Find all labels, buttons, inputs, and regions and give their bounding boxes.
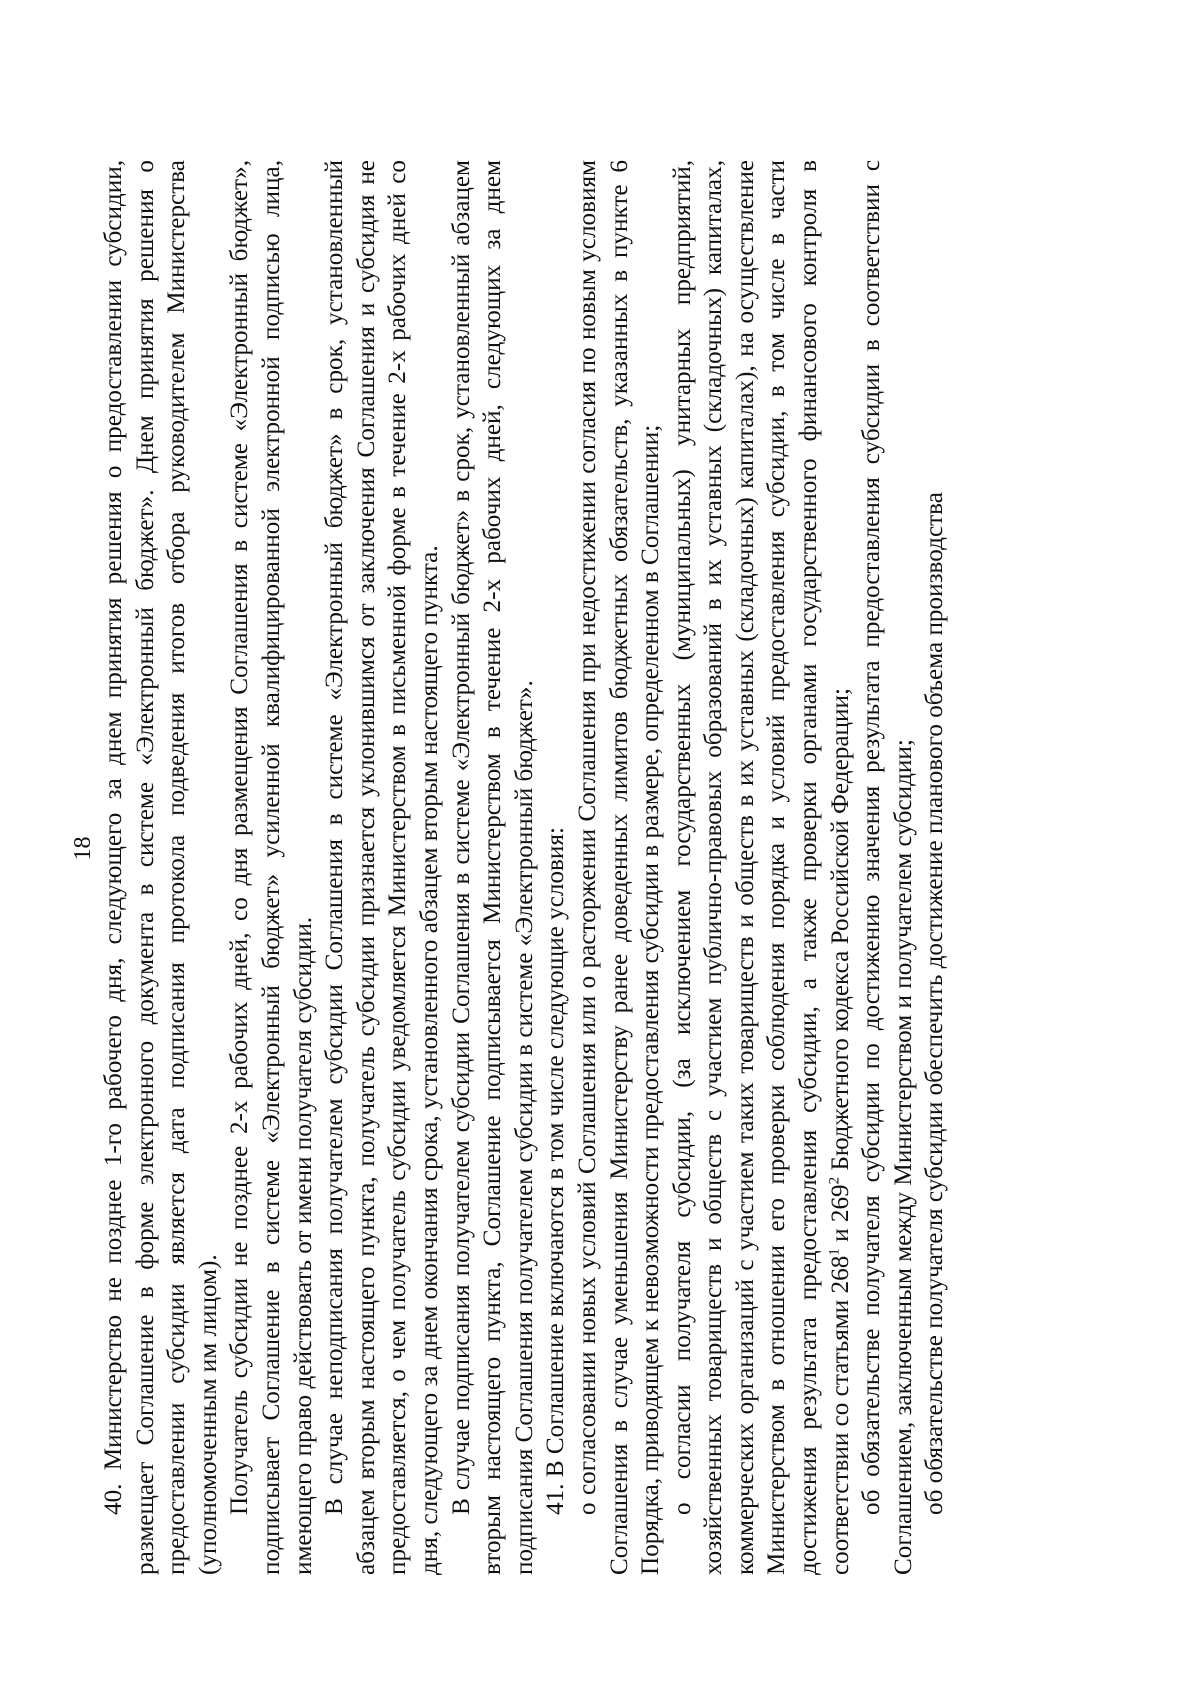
paragraph-40: 40. Министерство не позднее 1-го рабочего дня, следующего за днем принятия решения о предоставлении субсидии, размещает Соглашение в форме электронного документа в системе «Электронный бюджет». Днем принятия решения о предоставлении субсидии является дата подписания протокола подведения итогов отбора руководителем Министерства (уполномоченным им лицом). [100,160,222,1575]
consent-text: о согласии получателя субсидии, (за исключением государственных (муниципальных) унитарных предприятий, хозяйственных товариществ и обществ с участием публично-правовых образований в их уставных (складочных) капиталах, коммерческих организаций с участием таких товариществ и обществ в их уставных (складочных) капиталах), на осуществление Министерством в отношении его проверки соблюдения порядка и условий предоставления субсидии, в том числе в части достижения результата предоставления субсидии, а также проверки органами государственного финансового контроля в соответствии со статьями 268 [668,160,854,1575]
superscript-1: 1 [826,1248,843,1256]
consent-mid: и 269 [826,1184,854,1249]
document-body [98,160,951,1575]
page-number: 18 [70,836,96,861]
paragraph-40-signing: Получатель субсидии не позднее 2-х рабочих дней, со дня размещения Соглашения в системе «Электронный бюджет», подписывает Соглашение в системе «Электронный бюджет» усиленной квалифицированной электронной подписью лица, имеющего право действовать от имени получателя субсидии. [226,160,317,1575]
paragraph-41: 41. В Соглашение включаются в том числе следующие условия: [542,827,570,1515]
consent-end: Бюджетного кодекса Российской Федерации; [826,688,854,1177]
paragraph-41-consent [667,160,857,1575]
paragraph-41-volume: об обязательстве получателя субсидии обеспечить достижение планового объема производства [921,492,949,1515]
paragraph-40-non-signing: В случае неподписания получателем субсидии Соглашения в системе «Электронный бюджет» в срок, установленный абзацем вторым настоящего пункта, получатель субсидии признается уклонившимся от заключения Соглашения и субсидия не предоставляется, о чем получатель субсидии уведомляется Министерством в письменной форме в течение 2-х рабочих дней со дня, следующего за днем окончания срока, установленного абзацем вторым настоящего пункта. [321,160,443,1575]
paragraph-40-ministry-signing: В случае подписания получателем субсидии Соглашения в системе «Электронный бюджет» в срок, установленный абзацем вторым настоящего пункта, Соглашение подписывается Министерством в течение 2-х рабочих дней, следующих за днем подписания Соглашения получателем субсидии в системе «Электронный бюджет». [447,160,538,1575]
paragraph-41-result: об обязательстве получателя субсидии по достижению значения результата предоставления субсидии в соответствии с Соглашением, заключенным между Министерством и получателем субсидии; [858,160,917,1575]
superscript-2: 2 [826,1176,843,1185]
paragraph-41-new-terms: о согласовании новых условий Соглашения или о расторжении Соглашения при недостижении согласия по новым условиям Соглашения в случае уменьшения Министерству ранее доведенных лимитов бюджетных обязательств, указанных в пункте 6 Порядка, приводящем к невозможности предоставления субсидии в размере, определенном в Соглашении; [573,160,665,1575]
